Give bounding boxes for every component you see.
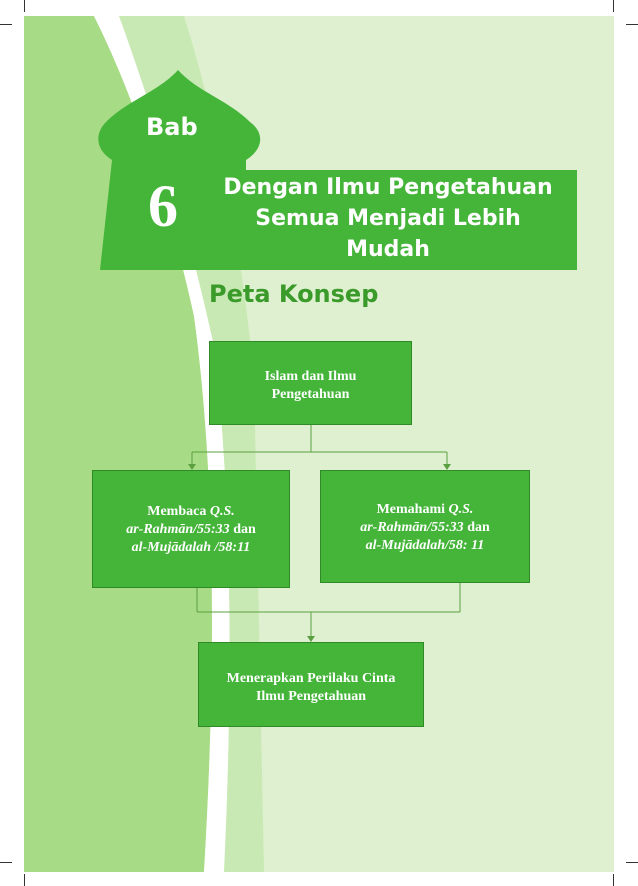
concept-root	[209, 341, 412, 425]
concept-right	[320, 470, 530, 583]
concept-left-text-2: dan	[229, 522, 256, 537]
chapter-title-line-1: Dengan Ilmu Pengetahuan	[223, 175, 553, 200]
concept-left	[92, 470, 290, 588]
concept-left-line-3	[93, 539, 289, 557]
chapter-number: 6	[148, 173, 178, 239]
concept-left-ref-1: Q.S.	[209, 504, 235, 519]
chapter-title-line-3: Mudah	[346, 237, 430, 262]
concept-left-line-1	[93, 503, 289, 521]
concept-bottom-line-2: Ilmu Pengetahuan	[255, 689, 367, 704]
concept-left-ref-2: ar-Rahmān/55:33	[126, 522, 230, 537]
chapter-label: Bab	[146, 113, 198, 141]
concept-right-line-3	[321, 537, 529, 555]
concept-bottom	[198, 642, 424, 727]
concept-right-ref-3: al-Mujādalah/58: 11	[365, 538, 485, 553]
concept-bottom-line-1: Menerapkan Perilaku Cinta	[226, 671, 396, 686]
concept-right-line-1	[321, 501, 529, 519]
concept-right-text-1: Memahami	[376, 502, 449, 517]
concept-right-ref-1: Q.S.	[448, 502, 474, 517]
concept-left-line-2	[93, 521, 289, 539]
concept-root-line-1: Islam dan Ilmu	[264, 369, 357, 384]
concept-right-text-2: dan	[463, 520, 490, 535]
concept-left-ref-3: al-Mujādalah /58:11	[131, 540, 251, 555]
concept-left-text-1: Membaca	[147, 504, 210, 519]
chapter-title-line-2: Semua Menjadi Lebih	[255, 206, 521, 231]
concept-right-ref-2: ar-Rahmān/55:33	[360, 520, 464, 535]
section-title: Peta Konsep	[209, 280, 379, 308]
concept-root-line-2: Pengetahuan	[271, 387, 350, 402]
concept-right-line-2	[321, 519, 529, 537]
